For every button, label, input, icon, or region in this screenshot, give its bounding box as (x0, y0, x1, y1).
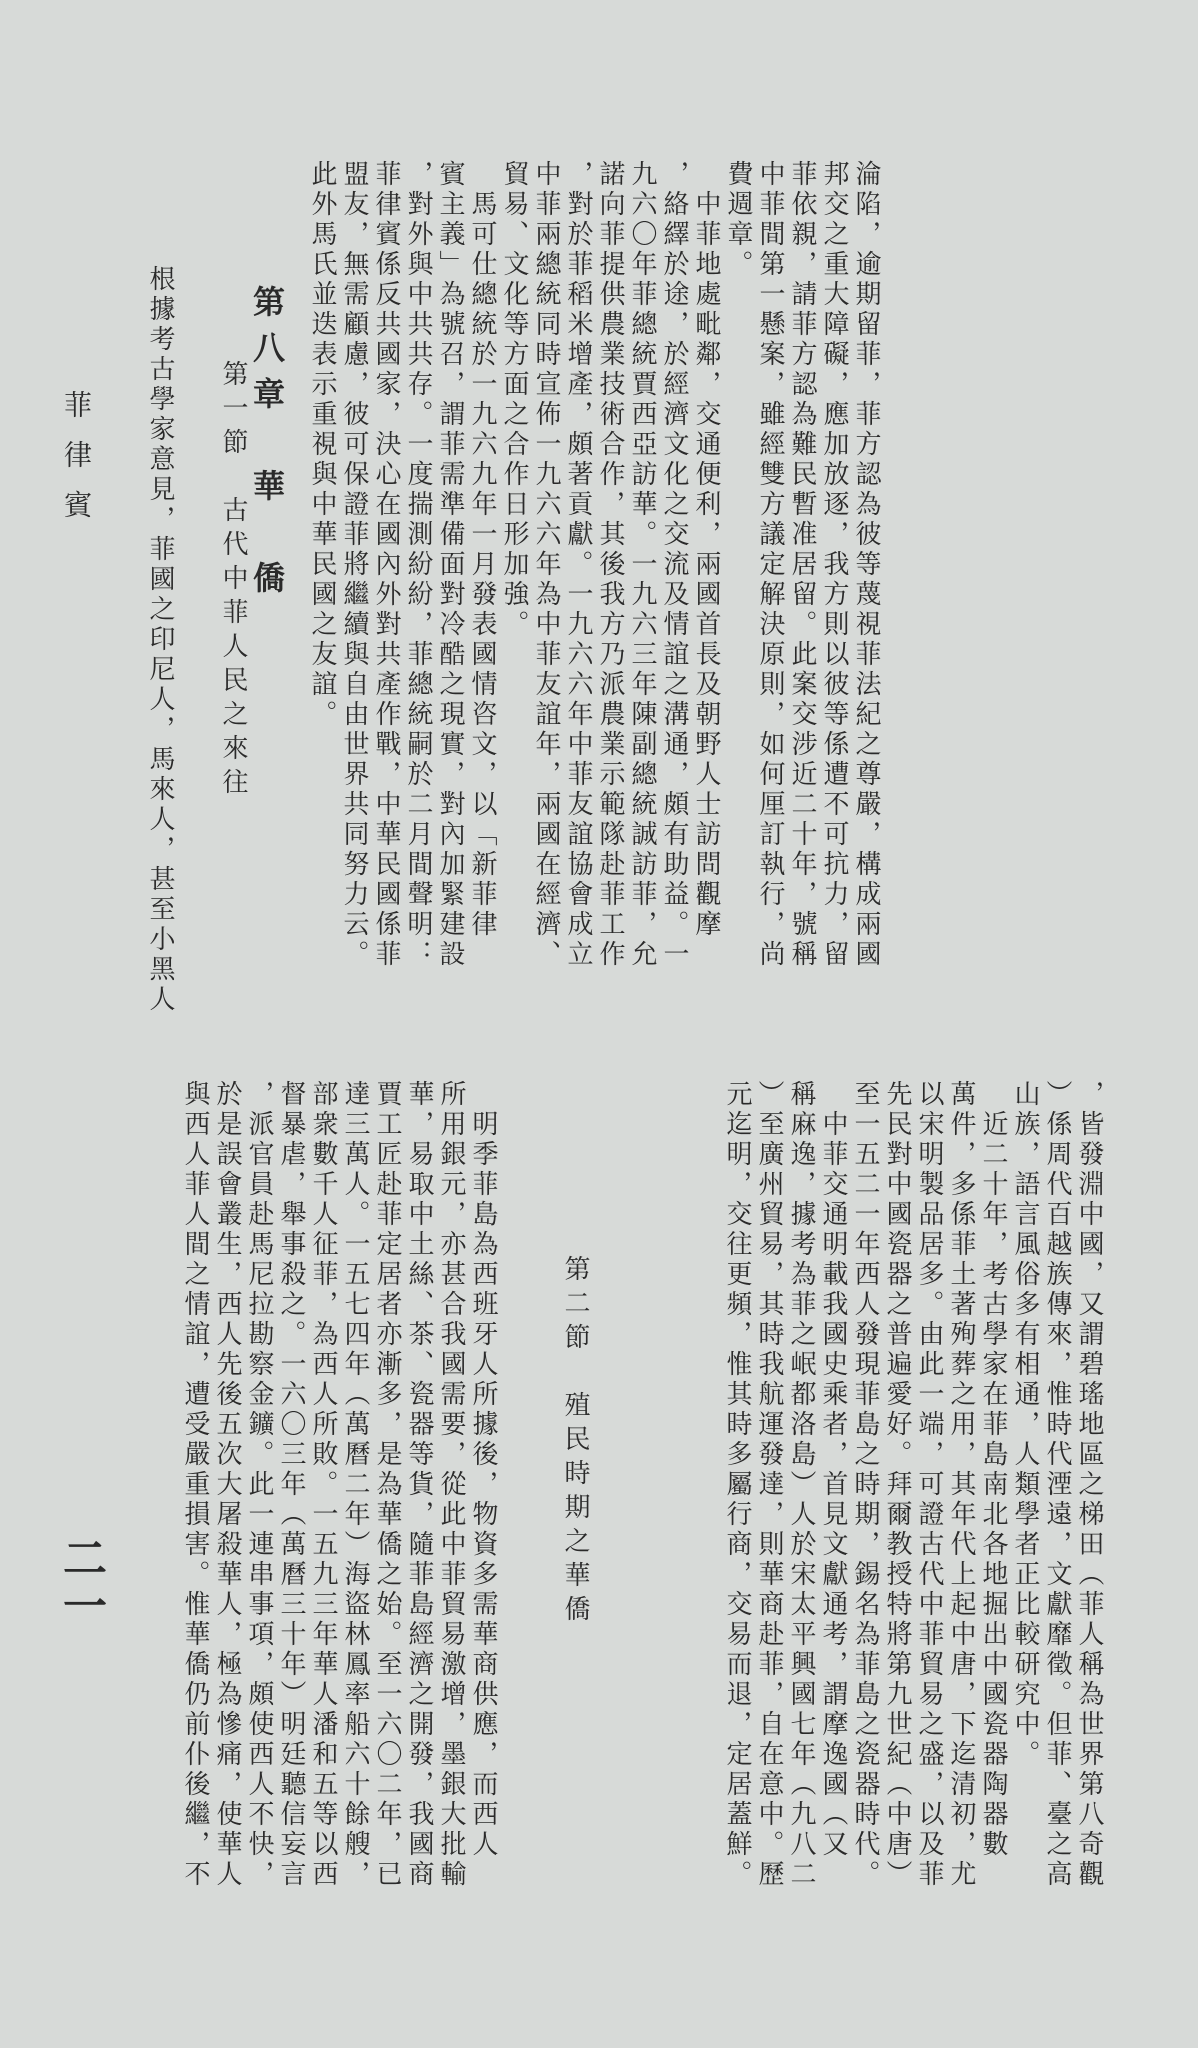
text-column: 至一五二一年西人發現菲島之時期，錫名為菲島之瓷器時代。 (850, 1080, 880, 1890)
text-column: 元迄明，交往更頻，惟其時多屬行商，交易而退，定居蓋鮮。 (722, 1080, 752, 1890)
running-head: 菲律賓 (60, 390, 93, 540)
text-column: 山族，語言風俗多有相通，人類學者正比較研究中。 (1010, 1080, 1040, 1770)
text-column: 近二十年，考古學家在菲島南北各地掘出中國瓷器陶器數 (978, 1110, 1008, 1860)
section-heading: 第二節 殖民時期之華僑 (560, 1255, 590, 1629)
text-column: 華，易取中土絲、茶、瓷器等貨，隨菲島經濟之開發，我國商 (404, 1080, 434, 1890)
text-column: 達三萬人。一五七四年（萬曆二年）海盜林鳳率船六十餘艘， (340, 1080, 370, 1890)
text-column: 九六〇年菲總統賈西亞訪華。一九六三年陳副總統誠訪菲，允 (627, 160, 657, 970)
text-column: 盟友，無需顧慮，彼可保證菲將繼續與自由世界共同努力云。 (339, 160, 369, 970)
text-column: 先民對中國瓷器之普遍愛好。拜爾教授特將第九世紀（中唐） (882, 1080, 912, 1890)
text-column: 明季菲島為西班牙人所據後，物資多需華商供應，而西人 (468, 1110, 498, 1860)
text-column: ）至廣州貿易，其時我航運發達，則華商赴菲，自在意中。歷 (754, 1080, 784, 1890)
text-column: 菲律賓係反共國家，決心在國內外對共產作戰，中華民國係菲 (371, 160, 401, 970)
text-column: 根據考古學家意見，菲國之印尼人，馬來人，甚至小黑人 (145, 265, 175, 1015)
page-number: 二一 (55, 1535, 106, 1631)
text-column: 以宋明製品居多。由此一端，可證古代中菲貿易之盛，以及菲 (914, 1080, 944, 1890)
text-column: ，對於菲稻米增產，頗著貢獻。一九六六年中菲友誼協會成立 (563, 160, 593, 970)
text-column: 督暴虐，舉事殺之。一六〇三年（萬曆三十年）明廷聽信妄言 (276, 1080, 306, 1890)
text-column: 中菲地處毗鄰，交通便利，兩國首長及朝野人士訪問觀摩 (691, 190, 721, 940)
text-column: 中菲間第一懸案，雖經雙方議定解決原則，如何厘訂執行，尚 (755, 160, 785, 970)
text-column: 淪陷，逾期留菲，菲方認為彼等蔑視菲法紀之尊嚴，構成兩國 (851, 160, 881, 970)
text-column: 部衆數千人征菲，為西人所敗。一五九三年華人潘和五等以西 (308, 1080, 338, 1890)
text-column: 賈工匠赴菲定居者亦漸多，是為華僑之始。至一六〇二年，已 (372, 1080, 402, 1890)
text-column: 中菲交通明載我國史乘者，首見文獻通考，謂摩逸國（又 (818, 1110, 848, 1860)
text-column: 於是誤會叢生，西人先後五次大屠殺華人，極為慘痛，使華人 (212, 1080, 242, 1890)
text-column: 諾向菲提供農業技術合作，其後我方乃派農業示範隊赴菲工作 (595, 160, 625, 970)
text-column: 賓主義」為號召，謂菲需準備面對冷酷之現實，對內加緊建設 (435, 160, 465, 970)
text-column: 邦交之重大障礙，應加放逐，我方則以彼等係遭不可抗力，留 (819, 160, 849, 970)
chapter-heading: 第八章 華 僑 (248, 285, 286, 607)
text-column: ，絡繹於途，於經濟文化之交流及情誼之溝通，頗有助益。一 (659, 160, 689, 970)
text-column: ，對外與中共共存。一度揣測紛紛，菲總統嗣於二月間聲明： (403, 160, 433, 970)
section-heading: 第一節 古代中菲人民之來往 (218, 360, 248, 802)
text-column: 所用銀元，亦甚合我國需要，從此中菲貿易激增，墨銀大批輸 (436, 1080, 466, 1890)
text-column: 馬可仕總統於一九六九年一月發表國情咨文，以「新菲律 (467, 190, 497, 940)
text-column: 與西人菲人間之情誼，遭受嚴重損害。惟華僑仍前仆後繼，不 (180, 1080, 210, 1890)
text-column: 貿易、文化等方面之合作日形加強。 (499, 160, 529, 640)
text-column: ，派官員赴馬尼拉勘察金鑛。此一連串事項，頗使西人不快， (244, 1080, 274, 1890)
text-column: 中菲兩總統同時宣佈一九六六年為中菲友誼年，兩國在經濟、 (531, 160, 561, 970)
text-column: 稱麻逸，據考為菲之岷都洛島）人於宋太平興國七年（九八二 (786, 1080, 816, 1890)
text-column: ，皆發淵中國，又謂碧瑤地區之梯田（菲人稱為世界第八奇觀 (1074, 1080, 1104, 1890)
text-column: 菲依親，請菲方認為難民暫准居留。此案交涉近二十年，號稱 (787, 160, 817, 970)
text-column: 此外馬氏並迭表示重視與中華民國之友誼。 (307, 160, 337, 730)
text-column: ）係周代百越族傳來，惟時代湮遠，文獻靡徵。但菲、臺之高 (1042, 1080, 1072, 1890)
text-column: 萬件，多係菲土著殉葬之用，其年代上起中唐，下迄清初，尤 (946, 1080, 976, 1890)
text-column: 費週章。 (723, 160, 753, 280)
